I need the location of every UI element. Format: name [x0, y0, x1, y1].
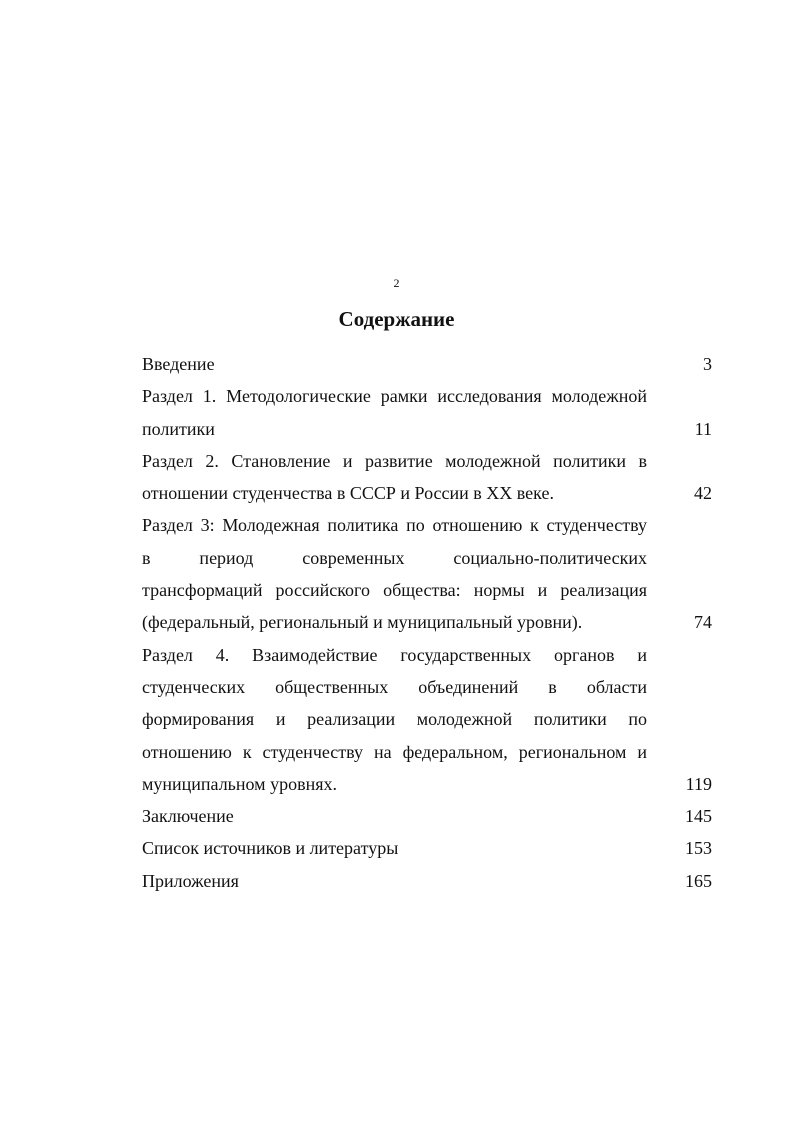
toc-page-number: 74 — [694, 612, 712, 633]
toc-page-number: 119 — [685, 773, 712, 794]
toc-line: Приложения — [142, 870, 239, 891]
toc-line: трансформаций российского общества: нормы и реализация — [142, 580, 647, 601]
toc-page-number: 165 — [685, 870, 712, 891]
toc-line: муниципальном уровнях. — [142, 773, 337, 794]
toc-entry-section-4 — [142, 639, 712, 800]
toc-entry-text — [142, 348, 647, 380]
toc-line: отношению к студенчеству на федеральном, региональном и — [142, 741, 647, 762]
table-of-contents — [142, 348, 712, 897]
toc-line: Введение — [142, 354, 215, 374]
toc-page-number: 42 — [694, 483, 712, 504]
toc-page-number: 145 — [685, 806, 712, 827]
toc-entry-text — [142, 832, 647, 864]
toc-line: Раздел 3: Молодежная политика по отношению к студенчеству — [142, 515, 647, 536]
toc-entry-appendices — [142, 865, 712, 897]
toc-entry-text — [142, 865, 647, 897]
page-title: Содержание — [338, 307, 455, 331]
toc-entry-section-2 — [142, 445, 712, 510]
toc-line: Раздел 4. Взаимодействие государственных органов и — [142, 644, 647, 665]
toc-entry-text — [142, 639, 647, 800]
toc-line: отношении студенчества в СССР и России в XX веке. — [142, 483, 554, 504]
toc-entry-text — [142, 800, 647, 832]
toc-line: (федеральный, региональный и муниципальный уровни). — [142, 612, 583, 633]
toc-entry-text — [142, 445, 647, 510]
toc-line: в период современных социально-политических — [142, 547, 647, 568]
toc-page-number: 3 — [703, 354, 712, 374]
toc-entry-introduction — [142, 348, 712, 380]
toc-entry-text — [142, 380, 647, 445]
toc-line: Раздел 1. Методологические рамки исследования молодежной — [142, 386, 647, 407]
toc-line: Список источников и литературы — [142, 838, 399, 859]
toc-entry-conclusion — [142, 800, 712, 832]
toc-entry-section-1 — [142, 380, 712, 445]
toc-line: студенческих общественных объединений в области — [142, 676, 647, 697]
toc-page-number: 153 — [685, 838, 712, 859]
toc-entry-section-3 — [142, 509, 712, 638]
toc-entry-text — [142, 509, 647, 638]
toc-line: политики — [142, 418, 215, 439]
toc-page-number: 11 — [694, 418, 712, 439]
toc-line: формирования и реализации молодежной политики по — [142, 709, 647, 730]
toc-line: Заключение — [142, 806, 234, 827]
toc-line: Раздел 2. Становление и развитие молодежной политики в — [142, 450, 647, 471]
page-number: 2 — [393, 276, 400, 290]
toc-entry-sources — [142, 832, 712, 864]
